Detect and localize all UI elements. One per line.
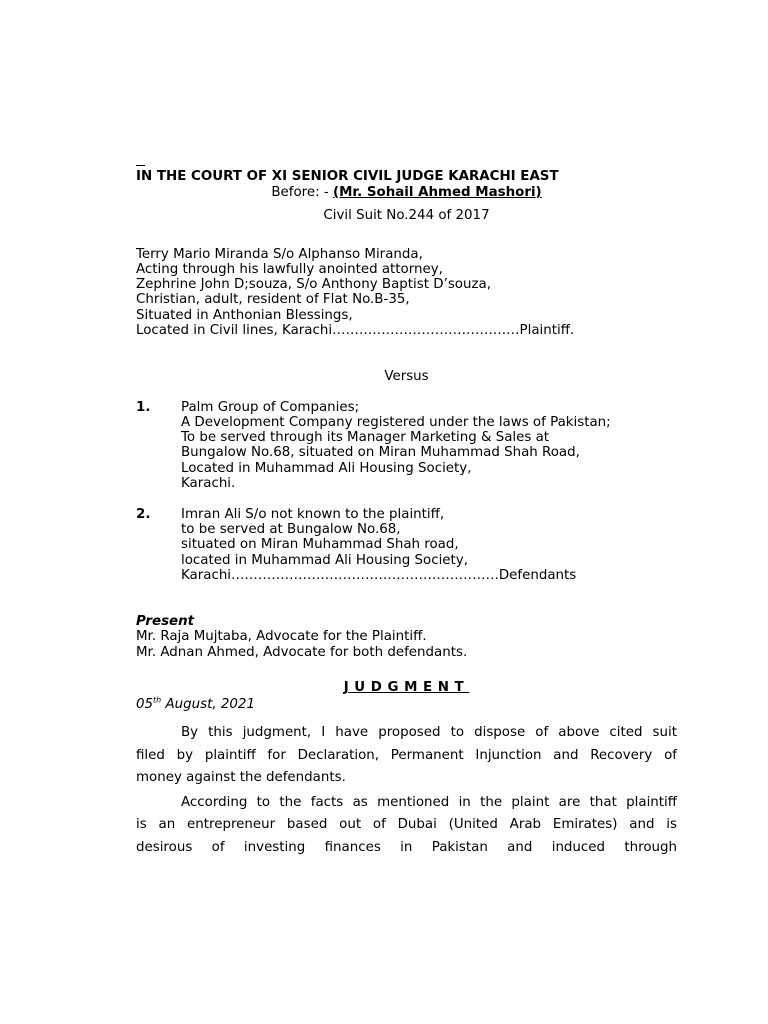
defendant-number: 1. xyxy=(136,400,151,415)
date-suffix: th xyxy=(153,695,162,705)
date-day: 05 xyxy=(136,697,154,712)
versus-label: Versus xyxy=(384,369,429,384)
defendant-line: Located in Muhammad Ali Housing Society, xyxy=(181,461,472,476)
plaintiff-line: Acting through his lawfully anointed attorney, xyxy=(136,262,443,277)
defendant-number: 2. xyxy=(136,507,151,522)
paragraph-line: money against the defendants. xyxy=(136,770,346,785)
plaintiff-line: Zephrine John D;souza, S/o Anthony Baptist D’souza, xyxy=(136,277,491,292)
plaintiff-line: Terry Mario Miranda S/o Alphanso Miranda, xyxy=(136,247,423,262)
paragraph-line: According to the facts as mentioned in the plaint are that plaintiff xyxy=(181,795,677,810)
defendant-line: Palm Group of Companies; xyxy=(181,400,360,415)
defendant-line: situated on Miran Muhammad Shah road, xyxy=(181,537,459,552)
defendant-line: Bungalow No.68, situated on Miran Muhammad Shah Road, xyxy=(181,445,580,460)
defendant-line: located in Muhammad Ali Housing Society, xyxy=(181,553,468,568)
defendant-line: Imran Ali S/o not known to the plaintiff, xyxy=(181,507,445,522)
before-line xyxy=(136,185,677,200)
judgment-date xyxy=(136,697,255,712)
court-title: IN THE COURT OF XI SENIOR CIVIL JUDGE KARACHI EAST xyxy=(136,169,559,184)
counsel-line: Mr. Raja Mujtaba, Advocate for the Plaintiff. xyxy=(136,629,427,644)
judgment-heading: JUDGMENT xyxy=(343,680,470,695)
date-rest: August, 2021 xyxy=(161,697,255,712)
defendant-line: Karachi……………………………………………………Defendants xyxy=(181,568,577,583)
judgment-heading-wrap xyxy=(136,680,677,695)
paragraph-line: filed by plaintiff for Declaration, Permanent Injunction and Recovery of xyxy=(136,748,677,763)
defendant-line: Karachi. xyxy=(181,476,236,491)
before-prefix: Before: - xyxy=(271,185,333,200)
counsel-line: Mr. Adnan Ahmed, Advocate for both defendants. xyxy=(136,645,468,660)
defendant-line: To be served through its Manager Marketing & Sales at xyxy=(181,430,550,445)
plaintiff-line: Christian, adult, resident of Flat No.B-35, xyxy=(136,292,410,307)
present-label: Present xyxy=(136,614,195,629)
defendant-line: A Development Company registered under the laws of Pakistan; xyxy=(181,415,611,430)
plaintiff-line: Situated in Anthonian Blessings, xyxy=(136,308,353,323)
paragraph-line: is an entrepreneur based out of Dubai (United Arab Emirates) and is xyxy=(136,817,677,832)
defendant-line: to be served at Bungalow No.68, xyxy=(181,522,401,537)
judge-name: (Mr. Sohail Ahmed Mashori) xyxy=(332,185,542,200)
plaintiff-line: Located in Civil lines, Karachi……………………………………Plaintiff. xyxy=(136,323,575,338)
paragraph-line: By this judgment, I have proposed to dispose of above cited suit xyxy=(181,725,677,740)
case-number: Civil Suit No.244 of 2017 xyxy=(323,208,490,223)
paragraph-line: desirous of investing finances in Pakistan and induced through xyxy=(136,840,677,855)
title-overbar xyxy=(136,165,145,166)
